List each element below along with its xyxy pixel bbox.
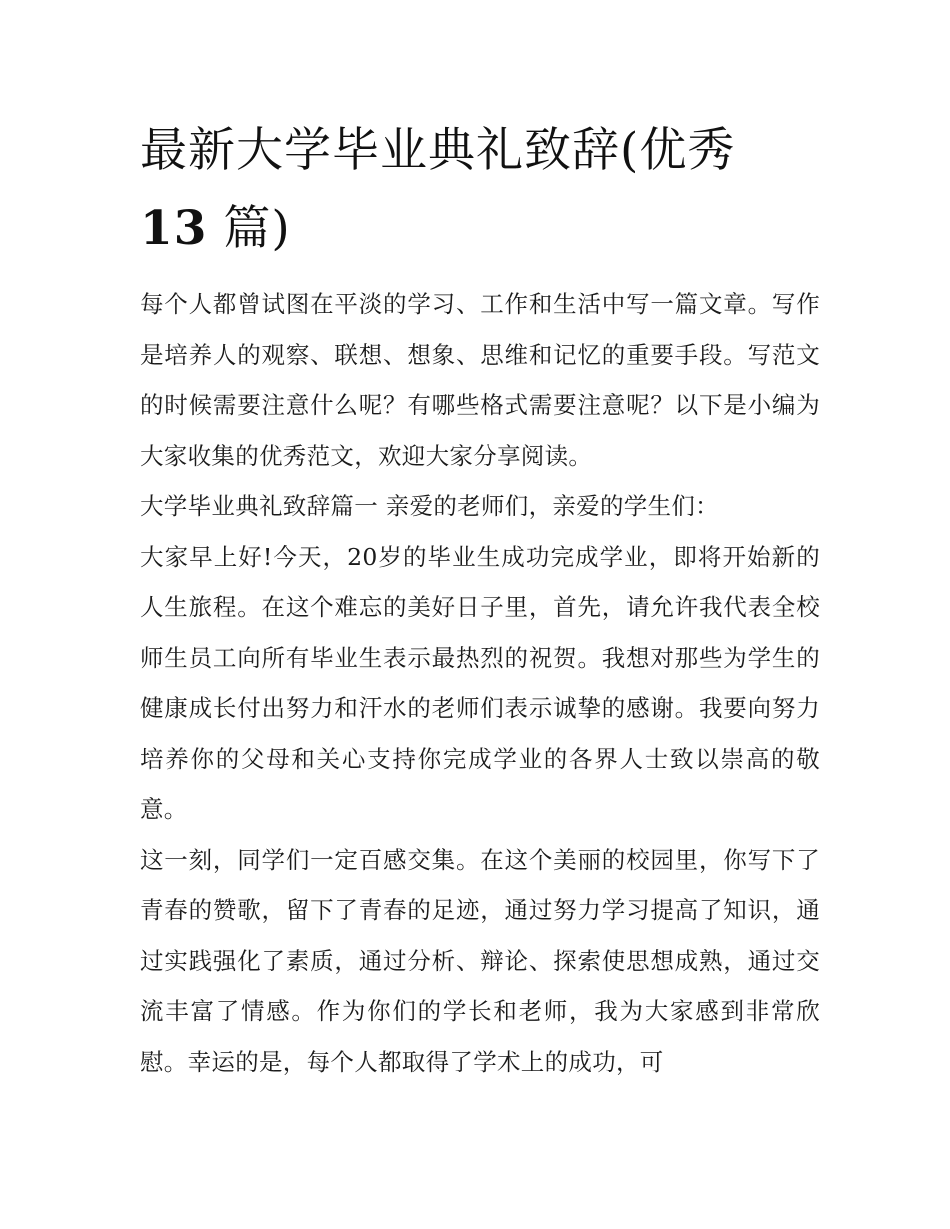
document-title [140, 112, 820, 268]
paragraph-greeting: 大家早上好!今天，20岁的毕业生成功完成学业，即将开始新的人生旅程。在这个难忘的美好日子里，首先，请允许我代表全校师生员工向所有毕业生表示最热烈的祝贺。我想对那些为学生的健康成长付出努力和汗水的老师们表示诚挚的感谢。我要向努力培养你的父母和关心支持你完成学业的各界人士致以崇高的敬意。 [140, 542, 820, 823]
title-line-2: 篇) [223, 201, 291, 256]
title-number: 13 [140, 201, 208, 256]
document-body [140, 279, 820, 1087]
paragraph-reflection: 这一刻，同学们一定百感交集。在这个美丽的校园里，你写下了青春的赞歌，留下了青春的足迹，通过努力学习提高了知识，通过实践强化了素质，通过分析、辩论、探索使思想成熟，通过交流丰富了情感。作为你们的学长和老师，我为大家感到非常欣慰。幸运的是，每个人都取得了学术上的成功，可 [140, 845, 820, 1076]
paragraph-salutation: 大学毕业典礼致辞篇一 亲爱的老师们，亲爱的学生们： [140, 492, 719, 520]
title-line-1: 最新大学毕业典礼致辞(优秀 [140, 123, 736, 178]
paragraph-intro: 每个人都曾试图在平淡的学习、工作和生活中写一篇文章。写作是培养人的观察、联想、想象、思维和记忆的重要手段。写范文的时候需要注意什么呢？有哪些格式需要注意呢？以下是小编为大家收集的优秀范文，欢迎大家分享阅读。 [140, 290, 820, 470]
